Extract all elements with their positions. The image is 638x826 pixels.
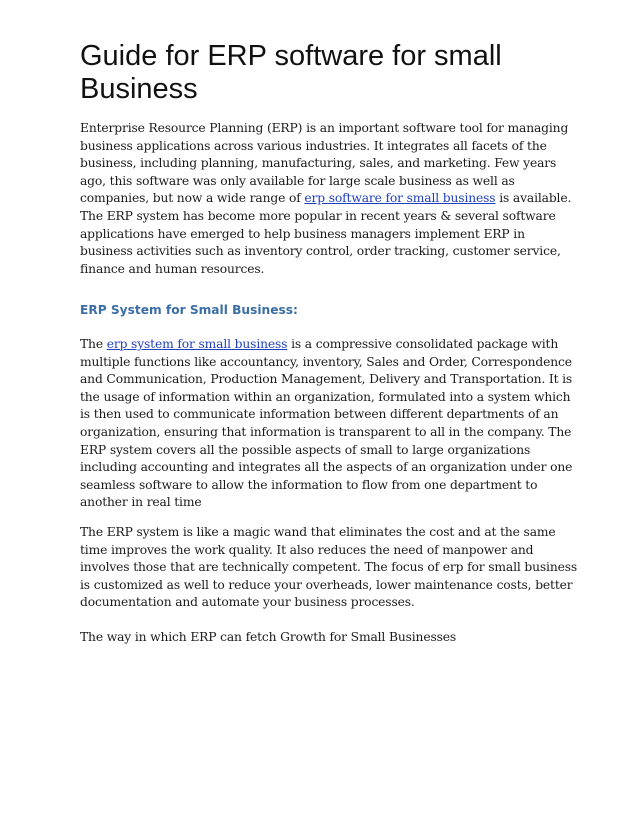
magic-wand-paragraph: The ERP system is like a magic wand that eliminates the cost and at the same time improves the work quality. It also reduces the need of manpower and involves those that are technically competent. The focus of erp for small business is customized as well to reduce your overheads, lower maintenance costs, better documentation and automate your business processes.	[80, 525, 578, 610]
erp-system-text-start: The	[80, 337, 107, 351]
erp-system-text-end: is a compressive consolidated package with multiple functions like accountancy, inventory, Sales and Order, Correspondence and Communication, Production Management, Delivery and Transportation. It is the usage of information within an organization, formulated into a system which is then used to communicate information between different departments of an organization, ensuring that information is transparent to all in the company. The ERP system covers all the possible aspects of small to large organizations including accounting and integrates all the aspects of an organization under one seamless software to allow the information to flow from one department to another in real time	[80, 337, 573, 510]
intro-text-end: is available. The ERP system has become more popular in recent years & several software applications have emerged to help business managers implement ERP in business activities such as inventory control, order tracking, customer service, finance and human resources.	[80, 191, 572, 276]
erp-system-paragraph	[80, 336, 580, 512]
intro-paragraph	[80, 120, 580, 278]
erp-system-link[interactable]: erp system for small business	[106, 337, 288, 351]
growth-paragraph: The way in which ERP can fetch Growth for Small Businesses	[80, 630, 457, 644]
erp-software-link[interactable]: erp software for small business	[304, 191, 496, 206]
document-title: Guide for ERP software for small Business	[80, 40, 502, 105]
intro-text-start: Enterprise Resource Planning (ERP) is an important software tool for managing business applications across various industries. It integrates all facets of the business, including planning, manufacturing, sales, and marketing. Few years ago, this software was only available for large scale business as well as companies, but now a wide range of	[80, 121, 569, 206]
section-heading: ERP System for Small Business:	[80, 303, 298, 317]
